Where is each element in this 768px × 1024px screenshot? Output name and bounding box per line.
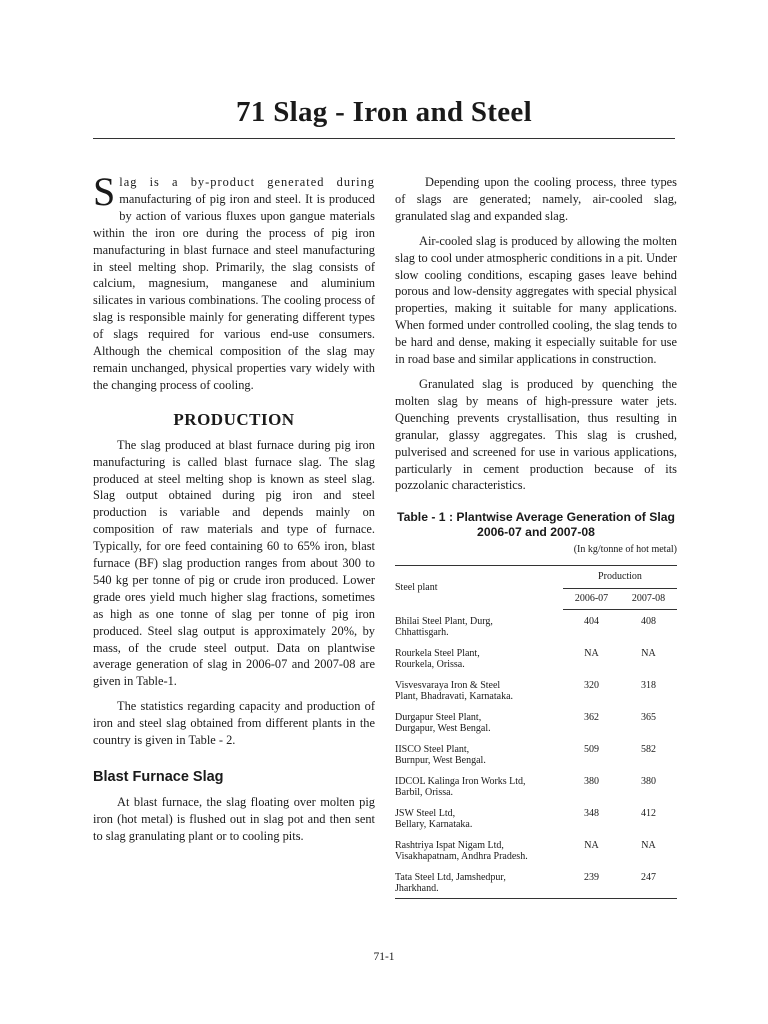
granulated-paragraph: Granulated slag is produced by quenching the molten slag by means of high-pressure water jets. Quenching prevents crystallisation, thus resulting in granular, glassy aggregates. This slag is crushed, pulverised and screened for use in various applications, particularly in cement production because of its pozzolanic characteristics.: [395, 376, 677, 493]
cell-2007-08: 365: [641, 711, 656, 723]
cell-2007-08: 412: [641, 807, 656, 819]
plant-name-line: Bellary, Karnataka.: [395, 819, 473, 831]
plant-name-line: JSW Steel Ltd,: [395, 807, 456, 819]
cell-plant: [395, 674, 563, 706]
cell-2006-07: 380: [584, 775, 599, 787]
right-column: [395, 174, 677, 899]
cell-plant: [395, 802, 563, 834]
cell-2006-07: 362: [584, 711, 599, 723]
cell-2006-07: NA: [584, 839, 599, 851]
col-header-plant: Steel plant: [395, 582, 438, 594]
col-header-production: Production: [563, 566, 677, 589]
cell-plant: [395, 706, 563, 738]
plant-name-line: IISCO Steel Plant,: [395, 743, 470, 755]
plant-name-line: Barbil, Orissa.: [395, 787, 454, 799]
table-row: [395, 610, 677, 642]
cell-2007-08: 318: [641, 679, 656, 691]
title-rule: [93, 138, 675, 139]
cell-2007-08: NA: [641, 647, 656, 659]
cell-2007-08: 247: [641, 871, 656, 883]
plant-name-line: Rourkela Steel Plant,: [395, 647, 480, 659]
table-row: [395, 674, 677, 706]
cell-plant: [395, 834, 563, 866]
cell-2007-08: 380: [641, 775, 656, 787]
page-title: 71 Slag - Iron and Steel: [236, 96, 532, 128]
intro-paragraph: [93, 169, 375, 394]
cell-2006-07: 509: [584, 743, 599, 755]
drop-cap: S: [93, 169, 116, 214]
cell-2006-07: 239: [584, 871, 599, 883]
cell-2007-08: NA: [641, 839, 656, 851]
table-row: [395, 642, 677, 674]
table-caption: [395, 510, 677, 540]
table-row: [395, 770, 677, 802]
cell-plant: [395, 866, 563, 899]
table-header-row: [395, 566, 677, 589]
plant-name-line: IDCOL Kalinga Iron Works Ltd,: [395, 775, 526, 787]
cell-plant: [395, 738, 563, 770]
cell-2007-08: 582: [641, 743, 656, 755]
cell-2006-07: 320: [584, 679, 599, 691]
table-caption-line-1: Table - 1 : Plantwise Average Generation of Slag: [397, 510, 675, 525]
plant-name-line: Visvesvaraya Iron & Steel: [395, 679, 501, 691]
plant-name-line: Burnpur, West Bengal.: [395, 755, 486, 767]
plant-name-line: Durgapur Steel Plant,: [395, 711, 482, 723]
table-row: [395, 706, 677, 738]
plant-name-line: Tata Steel Ltd, Jamshedpur,: [395, 871, 506, 883]
table-caption-line-2: 2006-07 and 2007-08: [477, 525, 595, 540]
intro-rest: manufacturing of pig iron and steel. It is produced by action of various fluxes upon gangue materials within the iron ore during the process of pig iron manufacturing in blast furnace and steel manufacturing in steel melting shop. Primarily, the slag consists of calcium, magnesium, manganese and aluminium silicates in various combinations. The cooling process of slag is responsible mainly for generating different types of slags required for various end-use consumers. Although the chemical composition of the slag may remain unchanged, physical properties vary widely with the changing process of cooling.: [93, 191, 375, 392]
table-row: [395, 834, 677, 866]
table-units: (In kg/tonne of hot metal): [573, 544, 677, 556]
plant-name-line: Plant, Bhadravati, Karnataka.: [395, 691, 514, 703]
plant-name-line: Bhilai Steel Plant, Durg,: [395, 615, 493, 627]
table-row: [395, 866, 677, 899]
production-heading: PRODUCTION: [173, 409, 295, 429]
cell-2006-07: 348: [584, 807, 599, 819]
air-cooled-paragraph: Air-cooled slag is produced by allowing the molten slag to cool under atmospheric conditions in a pit. Under slow cooling conditions, escaping gases leave behind porous and low-density aggregates with special physical properties, making it suitable for many applications. When formed under controlled cooling, the slag tends to be hard and dense, making it especially suitable for use in road base and similar applications in construction.: [395, 233, 677, 367]
cell-2007-08: 408: [641, 616, 656, 628]
cell-plant: [395, 770, 563, 802]
col-header-year-1: 2006-07: [563, 589, 620, 610]
blast-furnace-paragraph: At blast furnace, the slag floating over molten pig iron (hot metal) is flushed out in slag pot and then sent to slag granulating plant or to cooling pits.: [93, 794, 375, 843]
plant-name-line: Visakhapatnam, Andhra Pradesh.: [395, 851, 528, 863]
cell-2006-07: 404: [584, 616, 599, 628]
cell-plant: [395, 642, 563, 674]
table-row: [395, 738, 677, 770]
plant-name-line: Chhattisgarh.: [395, 627, 449, 639]
col-header-year-2: 2007-08: [620, 589, 677, 610]
cell-2006-07: NA: [584, 647, 599, 659]
cooling-paragraph: Depending upon the cooling process, three types of slags are generated; namely, air-cooled slag, granulated slag and expanded slag.: [395, 175, 677, 223]
plant-name-line: Rashtriya Ispat Nigam Ltd,: [395, 839, 504, 851]
plant-name-line: Jharkhand.: [395, 883, 439, 895]
intro-lead: lag is a by-product generated during: [119, 175, 375, 189]
plant-name-line: Durgapur, West Bengal.: [395, 723, 491, 735]
table-row: [395, 802, 677, 834]
production-paragraph-1: The slag produced at blast furnace during pig iron manufacturing is called blast furnace slag. The slag produced at steel melting shop is known as steel slag. Slag output obtained during pig iron and steel production is variable and depends mainly on composition of raw materials and type of furnace. Typically, for ore feed containing 60 to 65% iron, blast furnace (BF) slag production ranges from about 300 to 540 kg per tonne of pig or crude iron produced. Lower grade ores yield much higher slag fractions, sometimes as high as one tonne of slag per tonne of pig iron produced. Steel slag output is approximately 20%, by mass, of the crude steel output. Data on plantwise average generation of slag in 2006-07 and 2007-08 are given in Table-1.: [93, 437, 375, 689]
left-column: [93, 169, 375, 853]
slag-generation-table: [395, 565, 677, 899]
production-paragraph-2: The statistics regarding capacity and production of iron and steel slag obtained from different plants in the country is given in Table - 2.: [93, 699, 375, 748]
plant-name-line: Rourkela, Orissa.: [395, 659, 465, 671]
table-body: [395, 610, 677, 899]
cell-plant: [395, 610, 563, 642]
page-number: 71-1: [373, 951, 395, 963]
blast-furnace-heading: Blast Furnace Slag: [93, 769, 224, 785]
